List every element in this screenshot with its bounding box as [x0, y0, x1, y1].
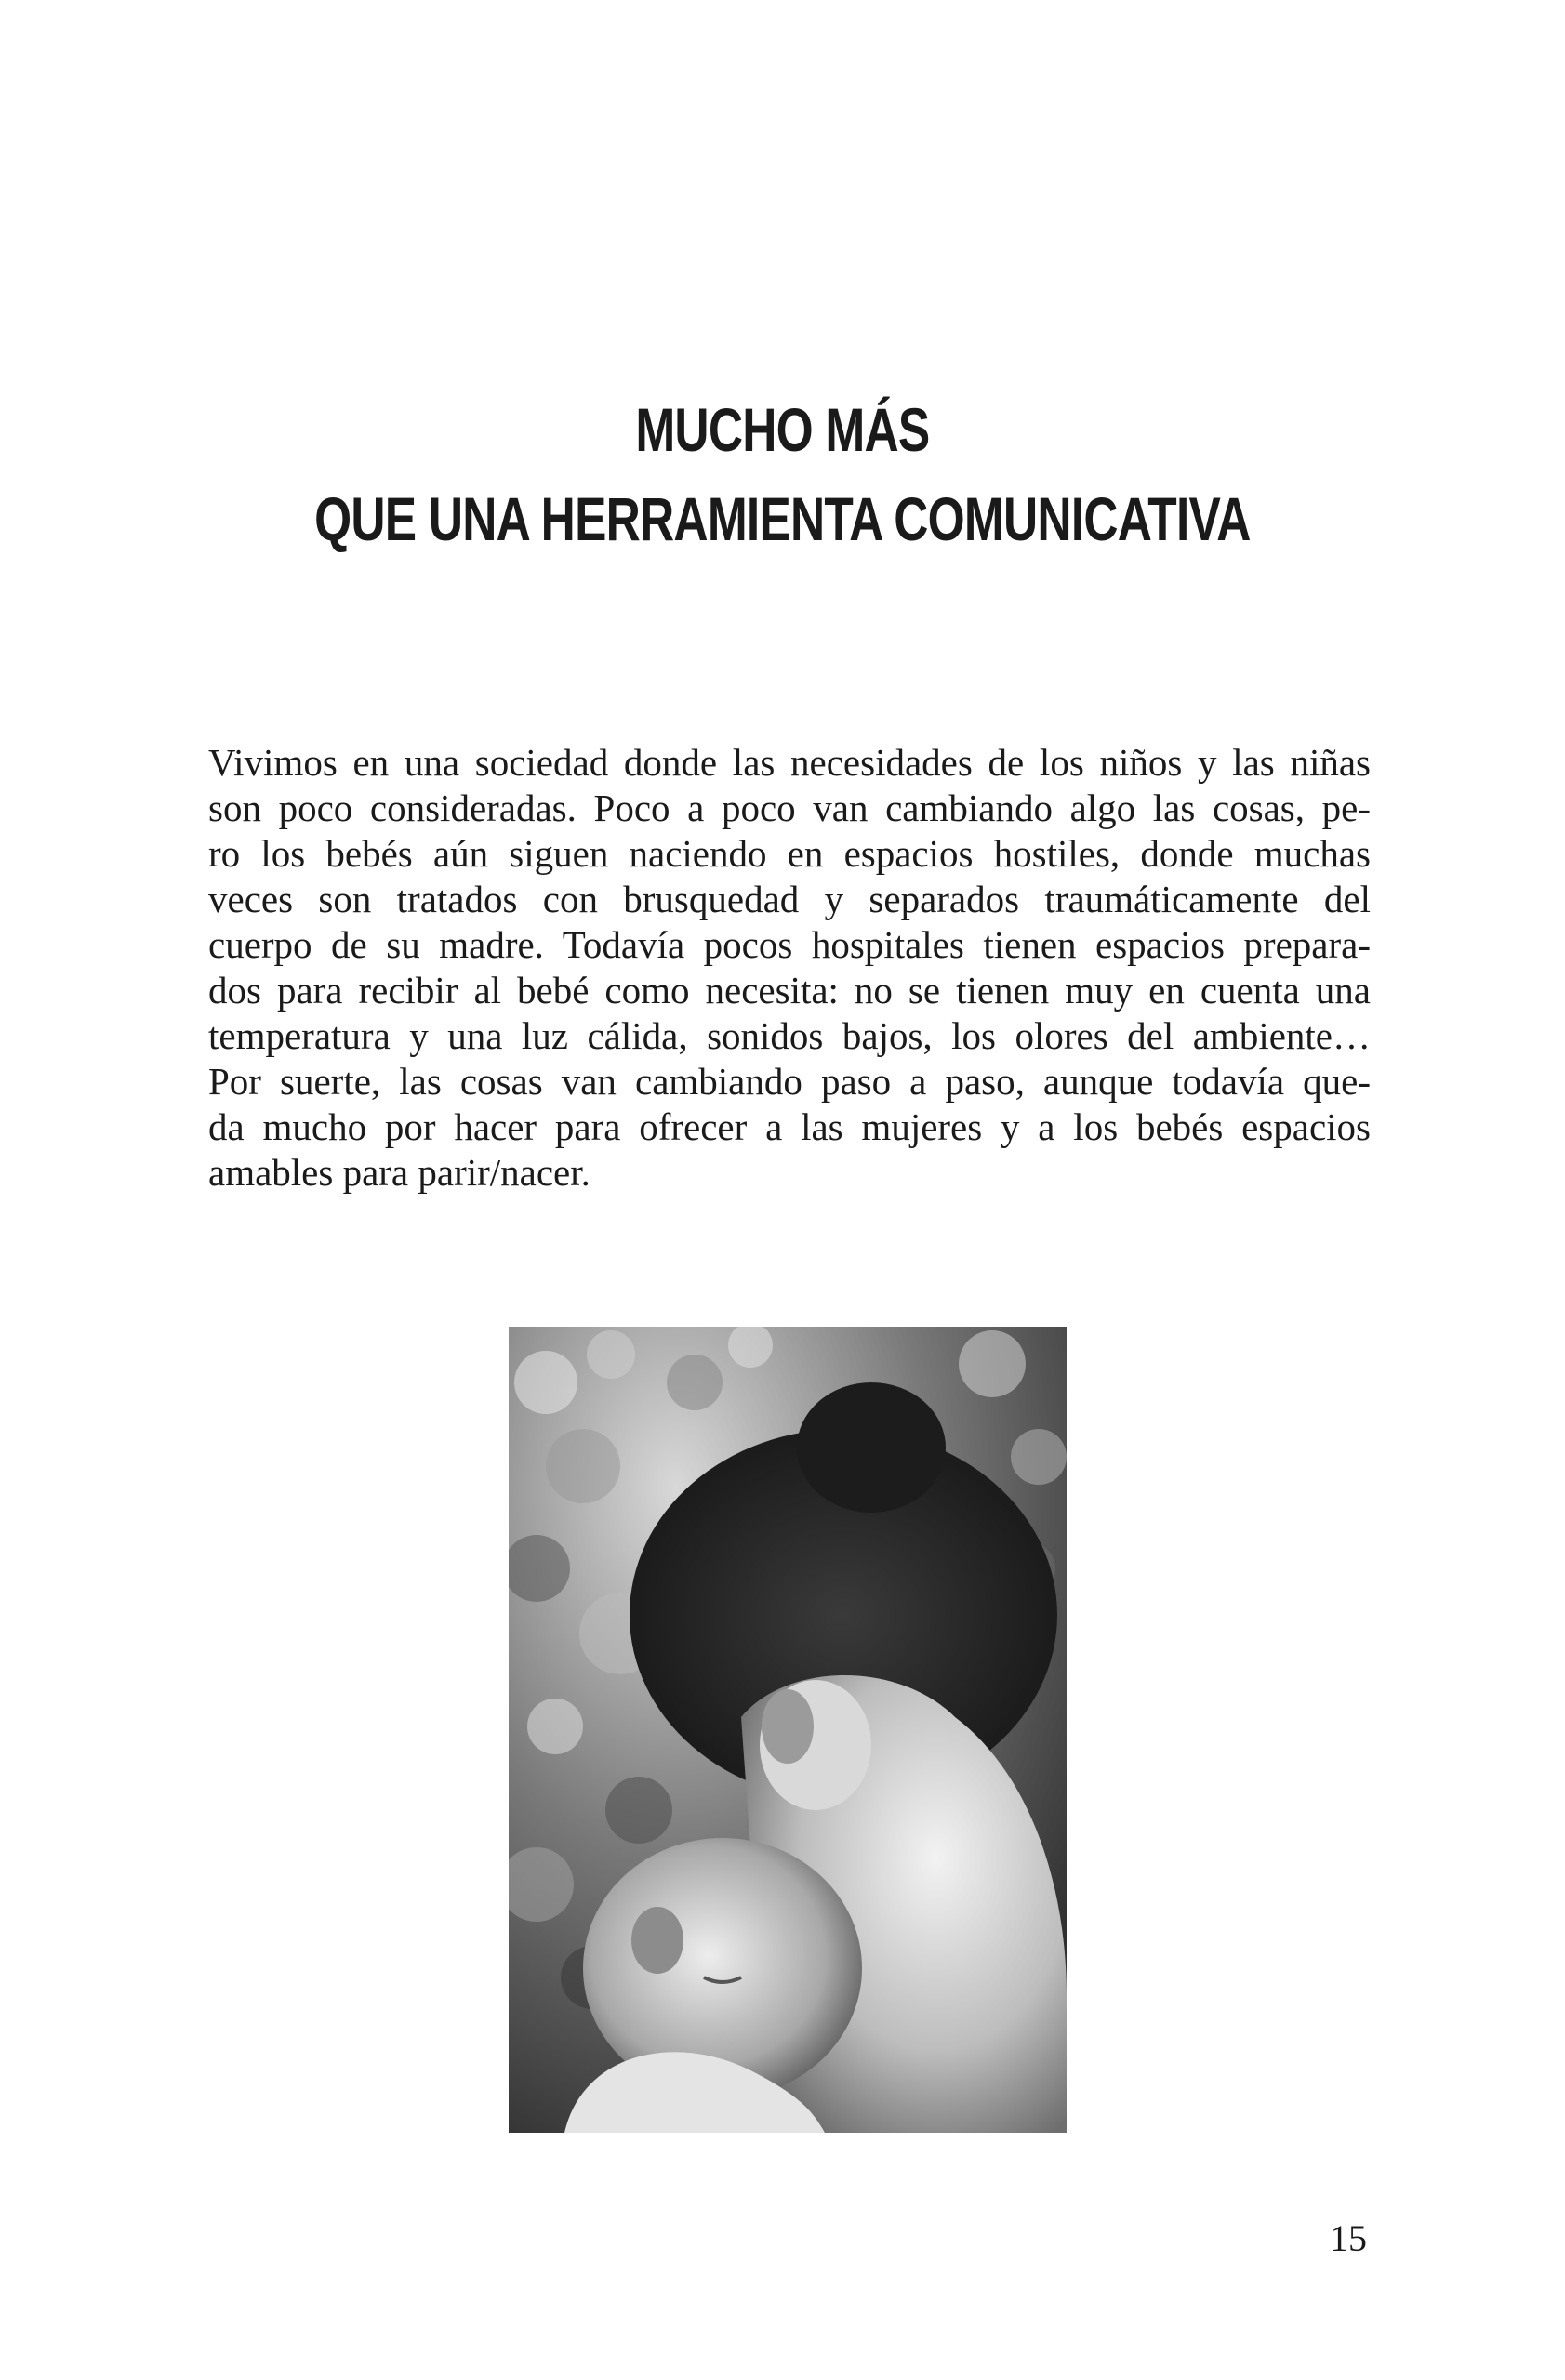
page-number: 15 [1330, 2217, 1367, 2259]
text-line: veces son tratados con brusquedad y separados traumáticamente del [208, 878, 1371, 920]
text-line: ro los bebés aún siguen naciendo en espacios hostiles, donde muchas [208, 832, 1371, 875]
text-line: cuerpo de su madre. Todavía pocos hospitales tienen espacios prepara- [208, 923, 1371, 966]
text-line: Por suerte, las cosas van cambiando paso a paso, aunque todavía que- [208, 1060, 1371, 1103]
text-line: dos para recibir al bebé como necesita: no se tienen muy en cuenta una [208, 969, 1371, 1012]
text-line: son poco consideradas. Poco a poco van cambiando algo las cosas, pe- [208, 787, 1371, 829]
chapter-title-line-2: QUE UNA HERRAMIENTA COMUNICATIVA [314, 484, 1251, 554]
chapter-title [172, 385, 1393, 563]
text-line: temperatura y una luz cálida, sonidos bajos, los olores del ambiente… [208, 1014, 1371, 1057]
text-line: da mucho por hacer para ofrecer a las mujeres y a los bebés espacios [208, 1105, 1371, 1148]
body-paragraph [208, 740, 1371, 1196]
text-line: Vivimos en una sociedad donde las necesidades de los niños y las niñas [208, 741, 1371, 784]
chapter-title-line-1: MUCHO MÁS [635, 395, 930, 465]
mother-baby-photo [509, 1327, 1067, 2133]
text-line: amables para parir/nacer. [208, 1151, 590, 1194]
